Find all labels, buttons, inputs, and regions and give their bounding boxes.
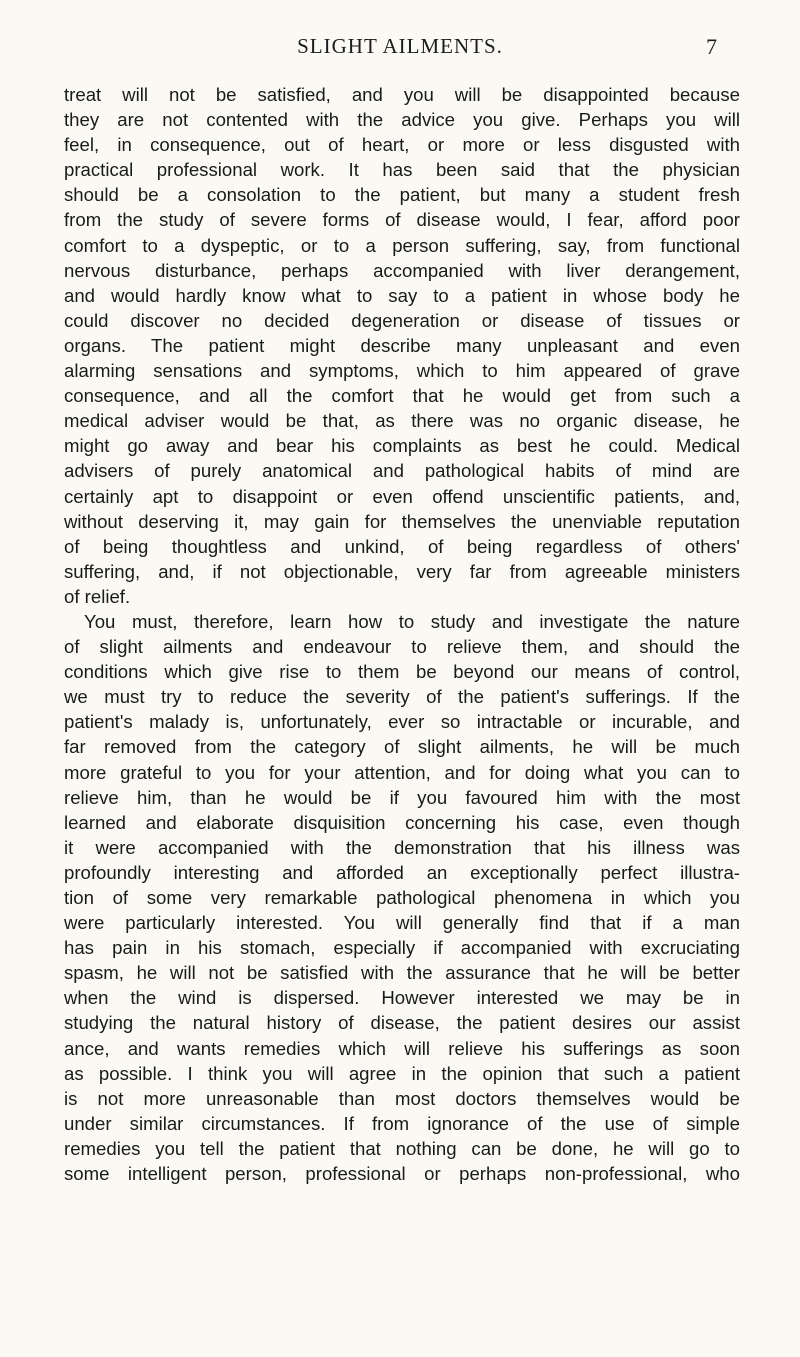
text-line: as possible. I think you will agree in the opinion that such a patient [64, 1062, 740, 1084]
text-line: advisers of purely anatomical and pathological habits of mind are [64, 460, 740, 482]
text-line: some intelligent person, professional or perhaps non-professional, who [64, 1163, 740, 1185]
text-line: profoundly interesting and afforded an exceptionally perfect illustra- [64, 861, 740, 883]
text-line: certainly apt to disappoint or even offend unscientific patients, and, [64, 485, 740, 507]
text-line: relieve him, than he would be if you favoured him with the most [64, 786, 740, 808]
text-line: spasm, he will not be satisfied with the assurance that he will be better [64, 962, 740, 984]
text-line: of slight ailments and endeavour to relieve them, and should the [64, 636, 740, 658]
text-line: should be a consolation to the patient, but many a student fresh [64, 184, 740, 206]
text-line: remedies you tell the patient that nothing can be done, he will go to [64, 1137, 740, 1159]
text-line: suffering, and, if not objectionable, very far from agreeable ministers [64, 560, 740, 582]
text-line: comfort to a dyspeptic, or to a person suffering, say, from functional [64, 234, 740, 256]
text-line: alarming sensations and symptoms, which to him appeared of grave [64, 360, 740, 382]
text-line: of relief. [64, 585, 131, 607]
text-line: tion of some very remarkable pathological phenomena in which you [64, 887, 740, 908]
text-line: far removed from the category of slight ailments, he will be much [64, 736, 740, 758]
text-line: medical adviser would be that, as there was no organic disease, he [64, 410, 740, 432]
text-line: patient's malady is, unfortunately, ever so intractable or incurable, and [64, 711, 740, 733]
body-text [64, 82, 740, 1186]
text-line: under similar circumstances. If from ignorance of the use of simple [64, 1112, 740, 1134]
text-line: were particularly interested. You will generally find that if a man [64, 912, 740, 934]
text-line: has pain in his stomach, especially if accompanied with excruciating [64, 937, 740, 959]
text-line: studying the natural history of disease, the patient desires our assist [64, 1012, 740, 1034]
text-line: is not more unreasonable than most doctors themselves would be [64, 1087, 740, 1109]
text-line: feel, in consequence, out of heart, or more or less disgusted with [64, 134, 740, 156]
text-line: organs. The patient might describe many unpleasant and even [64, 334, 740, 356]
text-line: nervous disturbance, perhaps accompanied with liver derangement, [64, 259, 740, 281]
running-head: SLIGHT AILMENTS. [297, 34, 503, 58]
text-line: without deserving it, may gain for themselves the unenviable reputation [64, 510, 740, 532]
text-line: of being thoughtless and unkind, of being regardless of others' [64, 535, 740, 557]
text-line: learned and elaborate disquisition concerning his case, even though [64, 811, 740, 833]
text-line: might go away and bear his complaints as best he could. Medical [64, 435, 740, 457]
text-line: conditions which give rise to them be beyond our means of control, [64, 661, 740, 683]
text-line: more grateful to you for your attention, and for doing what you can to [64, 761, 740, 783]
text-line: practical professional work. It has been said that the physician [64, 159, 740, 181]
text-line: it were accompanied with the demonstration that his illness was [64, 836, 740, 858]
text-line: we must try to reduce the severity of the patient's sufferings. If the [64, 686, 740, 708]
page-number: 7 [706, 34, 717, 59]
text-line: from the study of severe forms of disease would, I fear, afford poor [64, 209, 740, 231]
text-line: ance, and wants remedies which will relieve his sufferings as soon [64, 1037, 740, 1059]
text-line: consequence, and all the comfort that he would get from such a [64, 385, 740, 407]
text-line: treat will not be satisfied, and you will be disappointed because [64, 84, 740, 105]
text-line: You must, therefore, learn how to study and investigate the nature [84, 610, 740, 632]
text-line: and would hardly know what to say to a patient in whose body he [64, 284, 740, 306]
text-line: when the wind is dispersed. However interested we may be in [64, 987, 740, 1009]
text-line: they are not contented with the advice you give. Perhaps you will [64, 109, 740, 131]
text-line: could discover no decided degeneration or disease of tissues or [64, 309, 740, 331]
